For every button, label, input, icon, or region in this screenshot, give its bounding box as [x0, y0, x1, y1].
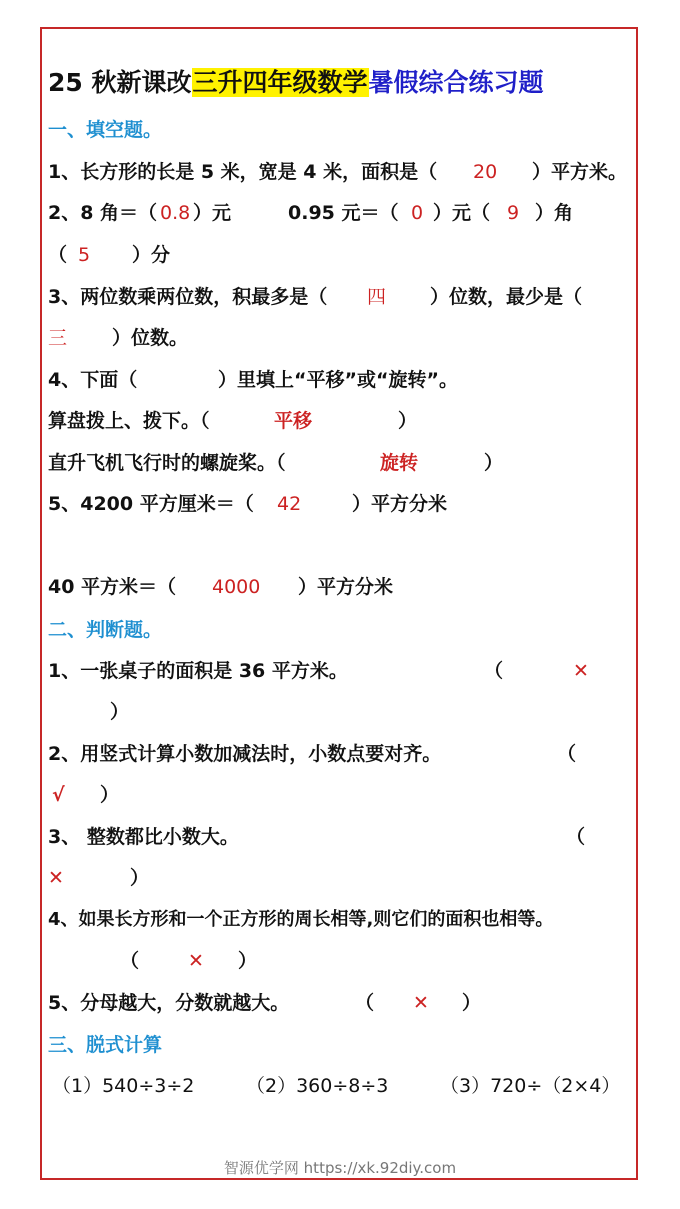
judge-q4-mark: ✕: [188, 950, 204, 972]
fill-q1-text: 1、长方形的长是 5 米，宽是 4 米，面积是（: [48, 161, 438, 183]
fill-q4-b-answer: 旋转: [380, 452, 419, 474]
judge-q2-mark: √: [52, 784, 65, 806]
fill-q2-b-mid: ）元（: [433, 202, 491, 224]
judge-q1-mark: ✕: [573, 660, 589, 682]
judge-q3-mark: ✕: [48, 867, 64, 889]
calc-q2: （2）360÷8÷3: [246, 1075, 389, 1097]
fill-q3-mid: ）位数，最少是（: [430, 286, 583, 308]
judge-q4-open: （: [120, 950, 140, 972]
judge-q5-text: 5、分母越大，分数就越大。: [48, 992, 290, 1014]
judge-q1-text: 1、一张桌子的面积是 36 平方米。: [48, 660, 348, 682]
title-prefix: 25 秋新课改: [48, 68, 192, 97]
title-highlight: 三升四年级数学: [192, 68, 368, 97]
judge-q4-close: ）: [238, 950, 258, 972]
fill-q4-a-tail: ）: [398, 410, 418, 432]
fill-q2-a-answer: 0.8: [160, 202, 191, 224]
judge-q1-open: （: [484, 660, 504, 682]
judge-q3-close: ）: [130, 867, 150, 889]
fill-q5-a: 5、4200 平方厘米＝（: [48, 493, 254, 515]
calc-q1: （1）540÷3÷2: [52, 1075, 195, 1097]
judge-q2-open: （: [557, 743, 577, 765]
fill-q5-b-tail: ）平方分米: [298, 576, 394, 598]
fill-q3-answer: 四: [367, 286, 387, 308]
fill-q2-b-answer2: 9: [507, 202, 520, 224]
fill-q4-b-tail: ）: [484, 452, 504, 474]
fill-q3-text: 3、两位数乘两位数，积最多是（: [48, 286, 328, 308]
fill-q2-b-answer: 0: [411, 202, 424, 224]
fill-q1-tail: ）平方米。: [532, 161, 628, 183]
judge-q5-mark: ✕: [413, 992, 429, 1014]
title-suffix: 暑假综合练习题: [368, 68, 544, 97]
fill-q5-b: 40 平方米＝（: [48, 576, 177, 598]
judge-q2-close: ）: [100, 784, 120, 806]
fill-q5-a-answer: 42: [277, 493, 302, 515]
fill-q4-a: 算盘拨上、拨下。（: [48, 410, 210, 432]
fill-q2-b-tail: ）角: [535, 202, 574, 224]
fill-q2-a-tail: ）元: [193, 202, 232, 224]
section-fill-heading: 一、填空题。: [48, 119, 163, 141]
judge-q1-close: ）: [110, 701, 130, 723]
fill-q1: [48, 160, 437, 184]
judge-q5-open: （: [355, 992, 375, 1014]
judge-q3-open: （: [566, 826, 586, 848]
section-calc-heading: 三、脱式计算: [48, 1034, 163, 1056]
judge-q4-text: 4、如果长方形和一个正方形的周长相等,则它们的面积也相等。: [48, 909, 554, 930]
fill-q2-c-tail: ）分: [132, 244, 171, 266]
judge-q5-close: ）: [462, 992, 482, 1014]
fill-q3-answer2: 三: [48, 327, 68, 349]
fill-q2-a: 2、8 角＝（: [48, 202, 158, 224]
page-title: [48, 66, 544, 100]
fill-q4-b: 直升飞机飞行时的螺旋桨。（: [48, 452, 286, 474]
fill-q5-a-tail: ）平方分米: [352, 493, 448, 515]
footer-watermark: 智源优学网 https://xk.92diy.com: [223, 1159, 457, 1177]
calc-q3: （3）720÷（2×4）: [440, 1075, 621, 1097]
fill-q4-a-answer: 平移: [274, 410, 313, 432]
fill-q3-tail: ）位数。: [112, 327, 189, 349]
fill-q1-answer: 20: [473, 161, 498, 183]
fill-q2-c-open: （: [48, 244, 68, 266]
judge-q2-text: 2、用竖式计算小数加减法时，小数点要对齐。: [48, 743, 442, 765]
fill-q2-c-answer: 5: [78, 244, 91, 266]
fill-q2-b: 0.95 元＝（: [288, 202, 399, 224]
fill-q5-b-answer: 4000: [212, 576, 261, 598]
section-judge-heading: 二、判断题。: [48, 619, 163, 641]
fill-q4-text: 4、下面（: [48, 369, 138, 391]
judge-q3-text: 3、 整数都比小数大。: [48, 826, 239, 848]
fill-q4-tail: ）里填上“平移”或“旋转”。: [218, 369, 458, 391]
